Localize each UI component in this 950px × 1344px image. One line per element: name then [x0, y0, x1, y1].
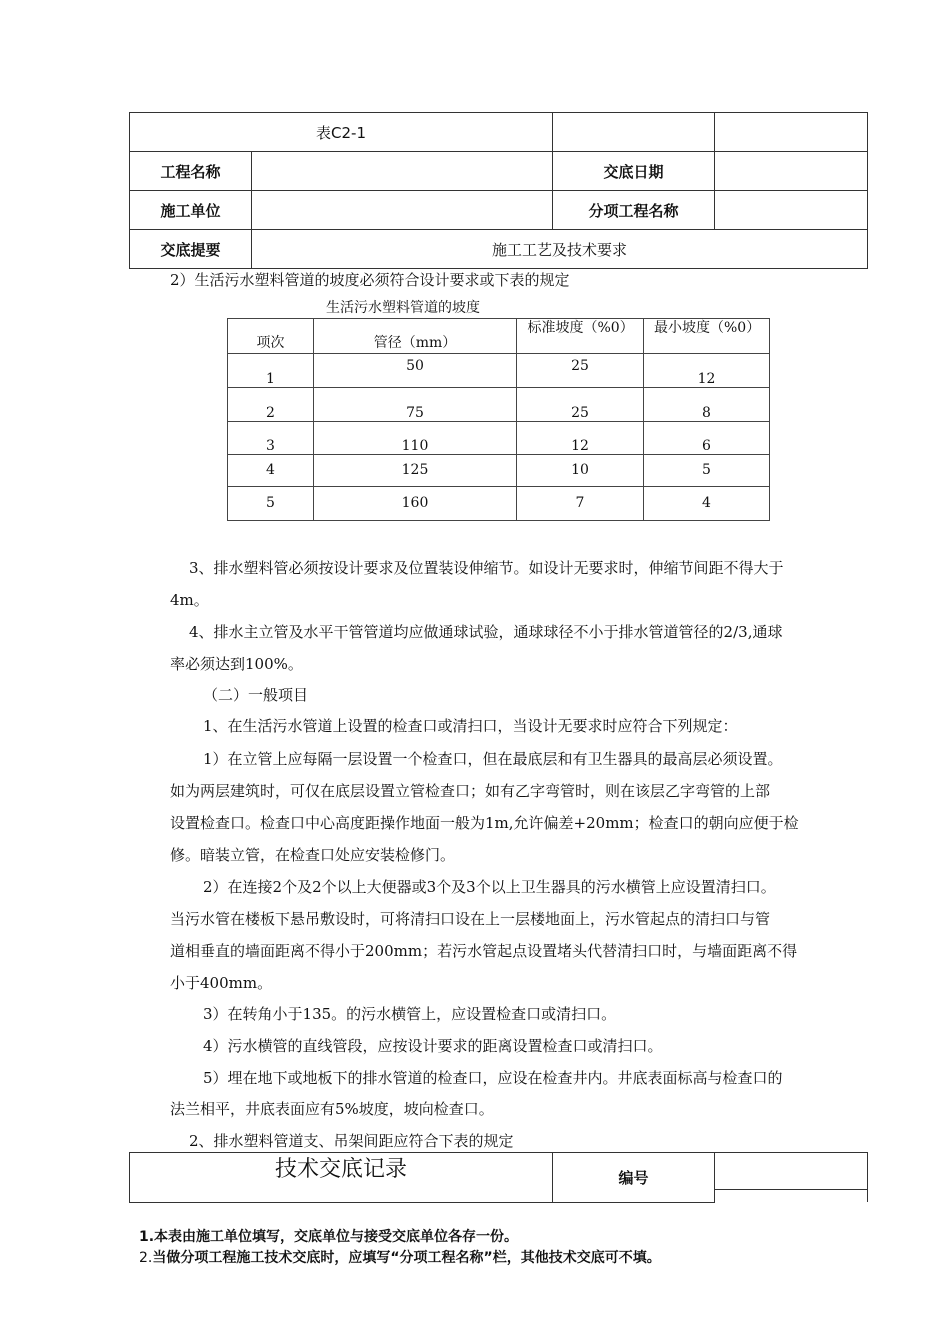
subproject-label: 分项工程名称: [553, 191, 715, 230]
paragraph: 修。暗装立管，在检查口处应安装检修门。: [170, 846, 456, 864]
table-row: [228, 454, 770, 486]
number-label-cell: [553, 1153, 715, 1203]
paragraph: 道相垂直的墙面距离不得小于200mm；若污水管起点设置堵头代替清扫口时，与墙面距离不得: [170, 942, 798, 960]
subproject-value[interactable]: [715, 191, 868, 230]
record-title: 技术交底记录: [274, 1157, 407, 1182]
slope-cell: 5: [644, 454, 770, 486]
slope-table-caption: 生活污水塑料管道的坡度: [326, 300, 480, 316]
paragraph: 如为两层建筑时，可仅在底层设置立管检查口；如有乙字弯管时，则在该层乙字弯管的上部: [170, 782, 771, 800]
slope-cell: 10: [517, 454, 644, 486]
note-2: [139, 1248, 661, 1268]
paragraph: 当污水管在楼板下悬吊敷设时，可将清扫口设在上一层楼地面上，污水管起点的清扫口与管: [170, 910, 771, 928]
paragraph: 设置检查口。检查口中心高度距操作地面一般为1m,允许偏差+20mm；检查口的朝向应便于检: [170, 814, 799, 832]
table-row: [228, 354, 770, 388]
slope-cell: 1: [228, 354, 314, 388]
table-row: [228, 486, 770, 520]
slope-cell: 7: [517, 486, 644, 520]
number-label: 编号: [618, 1168, 649, 1187]
project-name-value[interactable]: [252, 152, 553, 191]
slope-header-cell: 管径（mm）: [314, 319, 517, 354]
paragraph: 3、排水塑料管必须按设计要求及位置装设伸缩节。如设计无要求时，伸缩节间距不得大于: [189, 559, 784, 577]
summary-label: 交底提要: [130, 230, 252, 269]
slope-cell: 125: [314, 454, 517, 486]
slope-cell: 2: [228, 388, 314, 422]
slope-intro: 2）生活污水塑料管道的坡度必须符合设计要求或下表的规定: [170, 271, 570, 289]
table-row: [228, 388, 770, 422]
paragraph: 4m。: [170, 591, 209, 609]
slope-cell: 5: [228, 486, 314, 520]
slope-header-cell: [517, 319, 644, 354]
note-2-number: 2.: [139, 1250, 153, 1266]
contractor-value[interactable]: [252, 191, 553, 230]
summary-value: 施工工艺及技术要求: [252, 230, 868, 269]
slope-cell: 6: [644, 422, 770, 454]
paragraph: 4）污水横管的直线管段，应按设计要求的距离设置检查口或清扫口。: [203, 1037, 663, 1055]
slope-header-cell: 项次: [228, 319, 314, 354]
slope-header-cell: [644, 319, 770, 354]
slope-cell: 12: [644, 354, 770, 388]
slope-cell: 4: [228, 454, 314, 486]
slope-cell: 8: [644, 388, 770, 422]
paragraph: 小于400mm。: [170, 974, 273, 992]
paragraph: 1、在生活污水管道上设置的检查口或清扫口，当设计无要求时应符合下列规定：: [203, 717, 738, 735]
section-title: （二）一般项目: [203, 686, 309, 704]
header-table: [129, 112, 868, 269]
paragraph: 法兰相平，井底表面应有5%坡度，坡向检查口。: [170, 1100, 494, 1118]
slope-header-text: 标准坡度（%0）: [527, 320, 634, 336]
note-2-text: 当做分项工程施工技术交底时，应填写“分项工程名称”栏，其他技术交底可不填。: [152, 1250, 661, 1266]
paragraph: 5）埋在地下或地板下的排水管道的检查口，应设在检查井内。井底表面标高与检查口的: [203, 1069, 783, 1087]
date-value[interactable]: [715, 152, 868, 191]
slope-table: [227, 318, 770, 521]
empty-cell: [715, 1190, 868, 1203]
slope-cell: 160: [314, 486, 517, 520]
slope-cell: 25: [517, 388, 644, 422]
empty-cell: [553, 113, 715, 152]
paragraph: 1）在立管上应每隔一层设置一个检查口，但在最底层和有卫生器具的最高层必须设置。: [203, 750, 783, 768]
form-number: 表C2-1: [130, 113, 553, 152]
slope-cell: 3: [228, 422, 314, 454]
slope-cell: 50: [314, 354, 517, 388]
number-value[interactable]: [715, 1153, 868, 1190]
slope-cell: 110: [314, 422, 517, 454]
contractor-label: 施工单位: [130, 191, 252, 230]
slope-cell: 4: [644, 486, 770, 520]
date-label: 交底日期: [553, 152, 715, 191]
paragraph: 率必须达到100%。: [170, 655, 303, 673]
slope-cell: 25: [517, 354, 644, 388]
paragraph: 3）在转角小于135。的污水横管上，应设置检查口或清扫口。: [203, 1005, 617, 1023]
note-1: 1.本表由施工单位填写，交底单位与接受交底单位各存一份。: [139, 1229, 519, 1245]
table-row: [228, 422, 770, 454]
paragraph: 2、排水塑料管道支、吊架间距应符合下表的规定: [189, 1132, 514, 1150]
record-title-cell: [130, 1153, 553, 1203]
project-name-label: 工程名称: [130, 152, 252, 191]
paragraph: 2）在连接2个及2个以上大便器或3个及3个以上卫生器具的污水横管上应设置清扫口。: [203, 878, 776, 896]
slope-cell: 12: [517, 422, 644, 454]
footer-table: [129, 1152, 868, 1203]
slope-header-text: 最小坡度（%0）: [654, 320, 761, 336]
empty-cell: [715, 113, 868, 152]
slope-cell: 75: [314, 388, 517, 422]
paragraph: 4、排水主立管及水平干管管道均应做通球试验，通球球径不小于排水管道管径的2/3,通球: [189, 623, 783, 641]
